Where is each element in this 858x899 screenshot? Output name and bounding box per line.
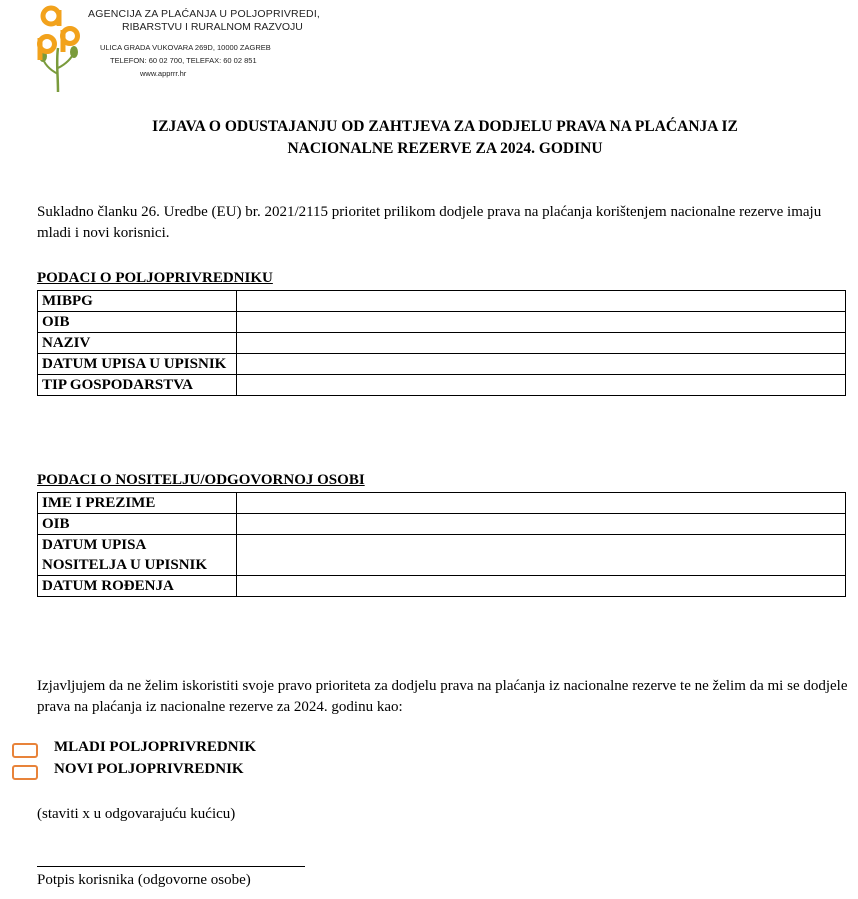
signature-line[interactable] [37,866,305,867]
table-row [38,493,846,514]
agency-info [88,8,320,78]
agency-name-line2: RIBARSTVU I RURALNOM RAZVOJU [122,21,303,33]
field-label-oib: OIB [38,514,237,535]
table-row [38,514,846,535]
document-title-line2: NACIONALNE REZERVE ZA 2024. GODINU [287,140,603,157]
table-row [38,375,846,396]
field-label-tip-gospodarstva: TIP GOSPODARSTVA [38,375,237,396]
option-label: NOVI POLJOPRIVREDNIK [54,761,244,777]
field-input-datum-upisa-nositelja[interactable] [237,535,846,576]
table-row [38,354,846,375]
field-label-ime-prezime: IME I PREZIME [38,493,237,514]
signature-label: Potpis korisnika (odgovorne osobe) [37,872,251,888]
farmer-section-heading: PODACI O POLJOPRIVREDNIKU [37,270,273,286]
agency-logo [34,4,82,94]
document-title [60,116,830,160]
field-label-oib: OIB [38,312,237,333]
table-row [38,576,846,597]
farmer-data-table [37,290,846,396]
field-input-oib[interactable] [237,514,846,535]
field-input-oib[interactable] [237,312,846,333]
instruction-note: (staviti x u odgovarajuću kućicu) [37,806,236,822]
field-input-tip-gospodarstva[interactable] [237,375,846,396]
field-input-datum-upisa[interactable] [237,354,846,375]
field-input-mibpg[interactable] [237,291,846,312]
field-input-datum-rodenja[interactable] [237,576,846,597]
option-label: MLADI POLJOPRIVREDNIK [54,739,257,755]
field-label-naziv: NAZIV [38,333,237,354]
agency-name-line1: AGENCIJA ZA PLAĆANJA U POLJOPRIVREDI, [88,8,321,20]
table-row [38,312,846,333]
checkbox-novi-poljoprivrednik[interactable] [12,765,38,780]
agency-address: ULICA GRADA VUKOVARA 269D, 10000 ZAGREB [100,43,271,52]
table-row [38,333,846,354]
field-label-datum-rodenja: DATUM ROĐENJA [38,576,237,597]
field-input-naziv[interactable] [237,333,846,354]
agency-phone-fax: TELEFON: 60 02 700, TELEFAX: 60 02 851 [110,56,257,65]
checkbox-mladi-poljoprivrednik[interactable] [12,743,38,758]
document-title-line1: IZJAVA O ODUSTAJANJU OD ZAHTJEVA ZA DODJELU PRAVA NA PLAĆANJA IZ [152,118,738,135]
holder-section-heading: PODACI O NOSITELJU/ODGOVORNOJ OSOBI [37,472,365,488]
field-label-datum-upisa-nositelja: DATUM UPISA NOSITELJA U UPISNIK [38,535,237,576]
table-row [38,291,846,312]
declaration-paragraph: Izjavljujem da ne želim iskoristiti svoje pravo prioriteta za dodjelu prava na plaćanja iz nacionalne rezerve te ne želim da mi se dodjele prava na plaćanja iz nacionalne rezerve za 2024. godinu kao: [37,678,848,715]
field-input-ime-prezime[interactable] [237,493,846,514]
field-label-mibpg: MIBPG [38,291,237,312]
holder-data-table [37,492,846,597]
table-row [38,535,846,576]
field-label-datum-upisa: DATUM UPISA U UPISNIK [38,354,237,375]
agency-website: www.apprrr.hr [140,69,187,78]
intro-paragraph: Sukladno članku 26. Uredbe (EU) br. 2021/2115 prioritet prilikom dodjele prava na plaćanja korištenjem nacionalne rezerve imaju mladi i novi korisnici. [37,204,822,241]
